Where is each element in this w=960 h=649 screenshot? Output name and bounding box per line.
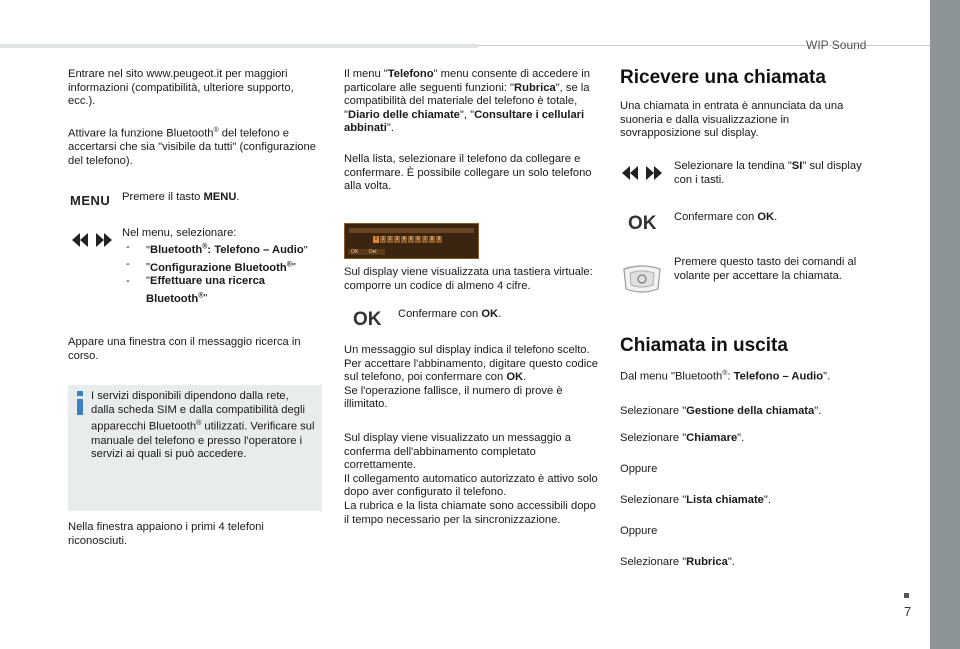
menu-selection-intro: Nel menu, selezionare: [122,227,237,239]
col1-paragraph-bluetooth: Attivare la funzione Bluetooth® del telefono e accertarsi che sia "visibile da tutti" (configurazione del telefono). [68,127,316,167]
menu-icon: MENU [70,193,111,208]
menu-selection-list [122,241,322,307]
col3-select-phonebook: Selezionare "Rubrica". [620,556,735,568]
col3-nav-instruction: Selezionare la tendina "SI" sul display con i tasti. [674,160,862,186]
col3-paragraph-incoming: Una chiamata in entrata è annunciata da una suoneria e dalla visualizzazione in sovrapposizione sul display. [620,100,844,140]
col1-paragraph-website: Entrare nel sito www.peugeot.it per maggiori informazioni (compatibilità, ulteriore supporto, ecc.). [68,68,294,108]
steering-wheel-button-icon [620,263,664,295]
col2-paragraph-pairing: Un messaggio sul display indica il telefono scelto. Per accettare l'abbinamento, digitare questo codice sul telefono, poi confermare con OK. Se l'operazione fallisce, il numero di prove è illimitato. [344,344,599,411]
virtual-keyboard-screen [344,223,479,259]
page-number: 7 [904,604,912,619]
list-item: - "Effettuare una ricerca Bluetooth®" [122,275,322,306]
ok-icon: OK [628,213,657,234]
col3-paragraph-menu: Dal menu "Bluetooth®: Telefono – Audio". [620,370,831,383]
screen-digit: 2 [388,236,392,242]
col3-or-1: Oppure [620,463,658,475]
screen-digit: 7 [423,236,427,242]
heading-receive-call: Ricevere una chiamata [620,67,826,88]
screen-digit: 6 [416,236,420,242]
menu-selection-block [122,227,322,306]
section-title: WIP Sound [806,38,867,52]
header-bar [0,44,478,48]
heading-outgoing-call: Chiamata in uscita [620,335,788,356]
list-item: - "Bluetooth®: Telefono – Audio" [122,241,322,258]
screen-digit: 9 [437,236,441,242]
ok-icon: OK [353,309,382,330]
screen-digit: 5 [409,236,413,242]
screen-digit: 4 [402,236,406,242]
screen-del-button: Del [361,249,385,255]
col3-select-call-list: Selezionare "Lista chiamate". [620,494,771,506]
screen-digit-row [373,236,442,243]
list-item: - "Configurazione Bluetooth®" [122,258,322,275]
col3-select-call: Selezionare "Chiamare". [620,432,745,444]
menu-instruction: Premere il tasto MENU. [122,191,240,203]
page-marker [904,593,909,598]
left-right-arrows-icon [622,165,662,181]
screen-digit: 3 [395,236,399,242]
page-sidebar [930,0,960,649]
col3-select-call-management: Selezionare "Gestione della chiamata". [620,405,822,417]
col2-paragraph-list: Nella lista, selezionare il telefono da collegare e confermare. È possibile collegare un solo telefono alla volta. [344,153,592,193]
col3-wheel-instruction: Premere questo tasto dei comandi al volante per accettare la chiamata. [674,256,857,282]
screen-digit: 1 [381,236,385,242]
col2-paragraph-menu: Il menu "Telefono" menu consente di accedere in particolare alle seguenti funzioni: "Rubrica", se la compatibilità del materiale del telefono è totale, "Diario delle chiamate", "Consultare i cellulari abbinati". [344,68,590,135]
left-right-arrows-icon [72,232,112,248]
col2-paragraph-keyboard: Sul display viene visualizzata una tastiera virtuale: comporre un codice di almeno 4 cifre. [344,266,593,292]
screen-digit: 8 [430,236,434,242]
col3-or-2: Oppure [620,525,658,537]
col1-paragraph-phones: Nella finestra appaiono i primi 4 telefoni riconosciuti. [68,521,264,547]
info-icon [74,391,86,415]
col1-paragraph-search: Appare una finestra con il messaggio ricerca in corso. [68,336,301,362]
screen-ok-button: OK [348,249,361,255]
col3-ok-instruction: Confermare con OK. [674,211,778,223]
info-text: I servizi disponibili dipendono dalla rete, dalla scheda SIM e dalla compatibilità degli apparecchi Bluetooth® utilizzati. Verificare sul manuale del telefono e presso l'operatore i servizi ai quali si può accedere. [91,390,315,461]
screen-digit: 0 [374,236,378,242]
col2-paragraph-confirmation: Sul display viene visualizzato un messaggio a conferma dell'abbinamento completato correttamente. Il collegamento automatico autorizzato è attivo solo dopo aver configurato il telefono. La rubrica e la lista chiamate sono accessibili dopo il tempo necessario per la sincronizzazione. [344,432,598,526]
col2-ok-instruction: Confermare con OK. [398,308,502,320]
